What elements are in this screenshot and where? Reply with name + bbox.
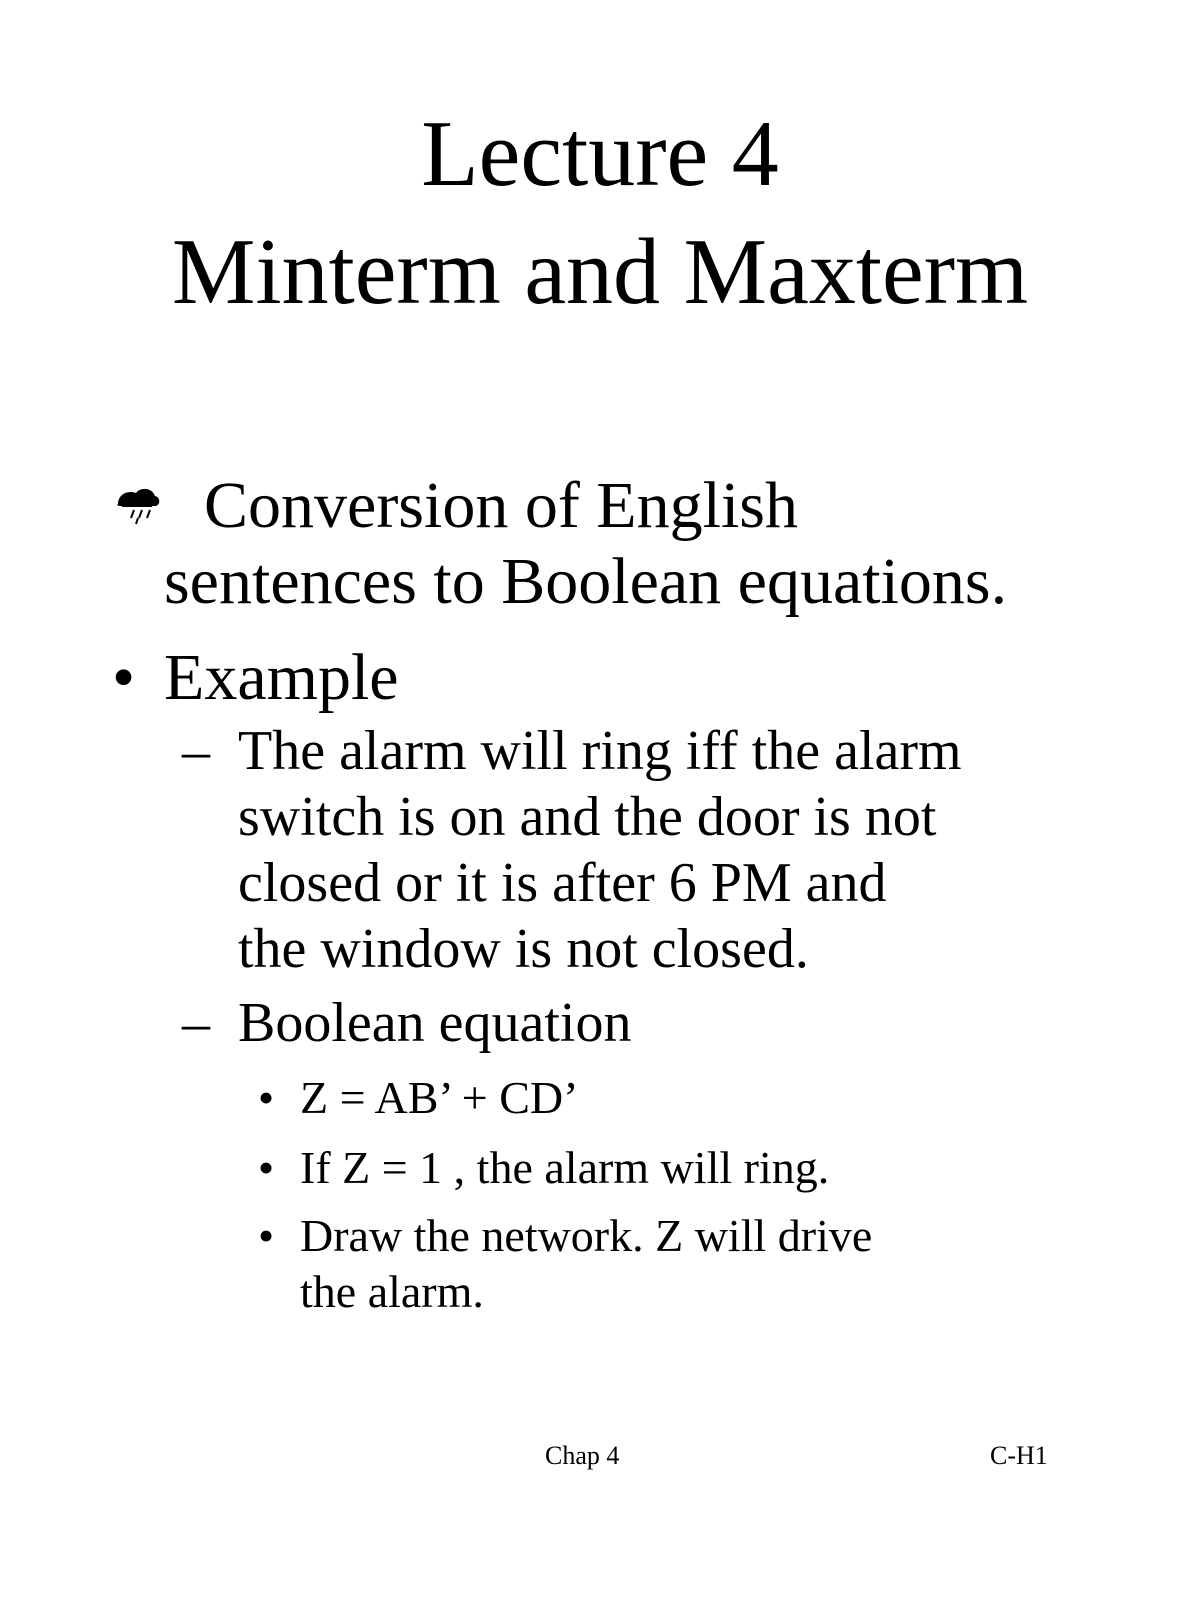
boolean-label: Boolean equation: [238, 992, 632, 1054]
alarm-line-4: the window is not closed.: [238, 918, 809, 980]
bullet-marker: •: [112, 641, 136, 714]
title-line-1: Lecture 4: [421, 102, 779, 206]
equation-text: Z = AB’ + CD’: [300, 1072, 579, 1123]
slide-title: [0, 95, 1200, 331]
bullet-marker: •: [258, 1142, 275, 1193]
rain-cloud-icon: [112, 482, 162, 532]
draw-network-line-2: the alarm.: [300, 1266, 484, 1317]
conversion-line-1: Conversion of English: [204, 469, 798, 542]
ring-condition-text: If Z = 1 , the alarm will ring.: [300, 1142, 830, 1193]
conversion-line-2: sentences to Boolean equations.: [164, 545, 1008, 618]
footer-code: C-H1: [990, 1441, 1048, 1470]
dash-marker: –: [182, 992, 210, 1054]
example-label: Example: [164, 641, 399, 714]
title-line-2: Minterm and Maxterm: [171, 220, 1029, 324]
draw-network-line-1: Draw the network. Z will drive: [300, 1210, 873, 1261]
alarm-line-2: switch is on and the door is not: [238, 786, 937, 848]
alarm-line-1: The alarm will ring iff the alarm: [238, 720, 962, 782]
footer-chapter: Chap 4: [545, 1441, 620, 1470]
bullet-marker: •: [258, 1072, 275, 1123]
alarm-line-3: closed or it is after 6 PM and: [238, 852, 887, 914]
bullet-marker: •: [258, 1210, 275, 1261]
dash-marker: –: [182, 720, 210, 782]
